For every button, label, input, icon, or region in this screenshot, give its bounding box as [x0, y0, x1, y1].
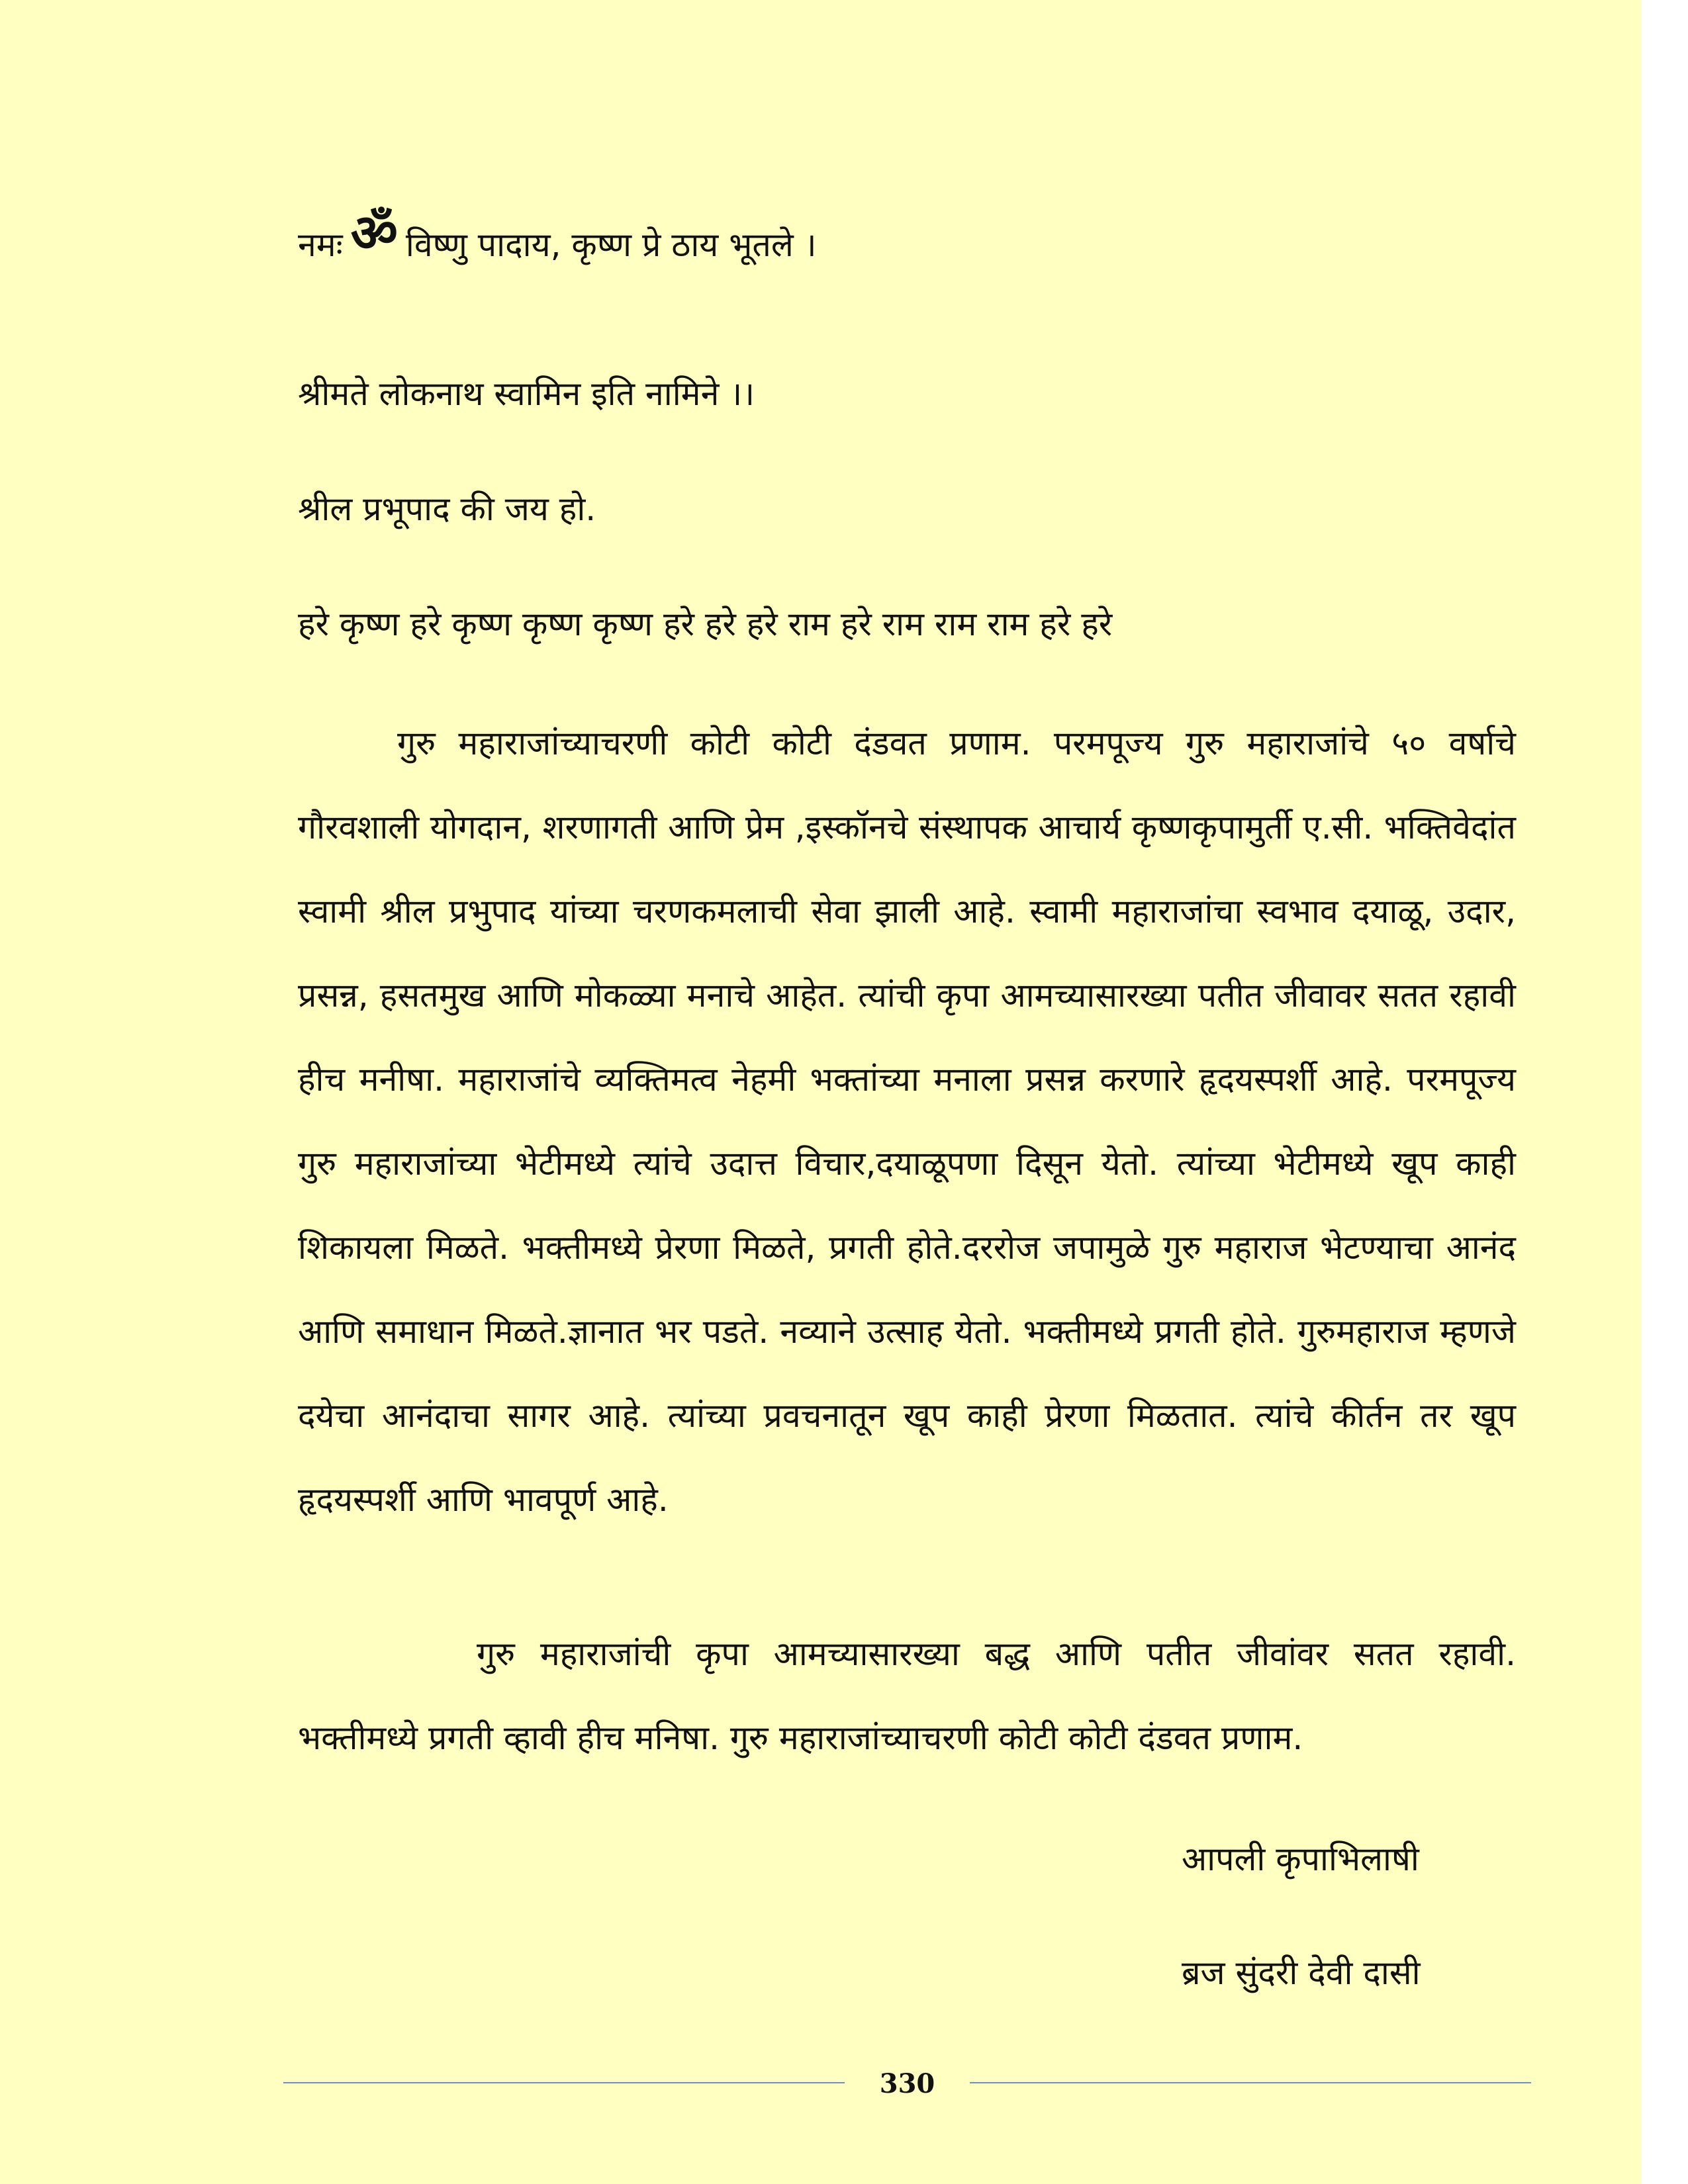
- footer-rule-right: [970, 2082, 1531, 2083]
- body-paragraph-2: [298, 1612, 1516, 1780]
- om-symbol: ॐ: [350, 204, 398, 263]
- invocation-text: विष्णु पादाय, कृष्ण प्रे ठाय भूतले ।: [405, 226, 817, 264]
- body-paragraph-1: [298, 702, 1516, 1542]
- invocation-line-3: श्रील प्रभूपाद की जय हो.: [298, 490, 596, 528]
- footer-rule-left: [283, 2082, 845, 2083]
- invocation-line-2: श्रीमते लोकनाथ स्वामिन इति नामिने ।।: [298, 375, 755, 413]
- invocation-line-1: [298, 204, 817, 265]
- page-number: 330: [879, 2068, 935, 2099]
- maha-mantra-line: हरे कृष्ण हरे कृष्ण कृष्ण कृष्ण हरे हरे हरे राम हरे राम राम राम हरे हरे: [298, 605, 1113, 643]
- invocation-prefix: नमः: [298, 226, 343, 264]
- body-paragraph-1-text: गुरु महाराजांच्याचरणी कोटी कोटी दंडवत प्रणाम. परमपूज्य गुरु महाराजांचे ५० वर्षाचे गौरवशाली योगदान, शरणागती आणि प्रेम ,इस्कॉनचे संस्थापक आचार्य कृष्णकृपामुर्ती ए.सी. भक्तिवेदांत स्वामी श्रील प्रभुपाद यांच्या चरणकमलाची सेवा झाली आहे. स्वामी महाराजांचा स्वभाव दयाळू, उदार, प्रसन्न, हसतमुख आणि मोकळ्या मनाचे आहेत. त्यांची कृपा आमच्यासारख्या पतीत जीवावर सतत रहावी हीच मनीषा. महाराजांचे व्यक्तिमत्व नेहमी भक्तांच्या मनाला प्रसन्न करणारे हृदयस्पर्शी आहे. परमपूज्य गुरु महाराजांच्या भेटीमध्ये त्यांचे उदात्त विचार,दयाळूपणा दिसून येतो. त्यांच्या भेटीमध्ये खूप काही शिकायला मिळते. भक्तीमध्ये प्रेरणा मिळते, प्रगती होते.दररोज जपामुळे गुरु महाराज भेटण्याचा आनंद आणि समाधान मिळते.ज्ञानात भर पडते. नव्याने उत्साह येतो. भक्तीमध्ये प्रगती होते. गुरुमहाराज म्हणजे दयेचा आनंदाचा सागर आहे. त्यांच्या प्रवचनातून खूप काही प्रेरणा मिळतात. त्यांचे कीर्तन तर खूप हृदयस्पर्शी आणि भावपूर्ण आहे.: [298, 724, 1516, 1519]
- body-paragraph-2-text: गुरु महाराजांची कृपा आमच्यासारख्या बद्ध आणि पतीत जीवांवर सतत रहावी. भक्तीमध्ये प्रगती व्हावी हीच मनिषा. गुरु महाराजांच्याचरणी कोटी कोटी दंडवत प्रणाम.: [298, 1635, 1516, 1757]
- signature-closing: आपली कृपाभिलाषी: [1182, 1840, 1419, 1878]
- signature-name: ब्रज सुंदरी देवी दासी: [1182, 1954, 1421, 1992]
